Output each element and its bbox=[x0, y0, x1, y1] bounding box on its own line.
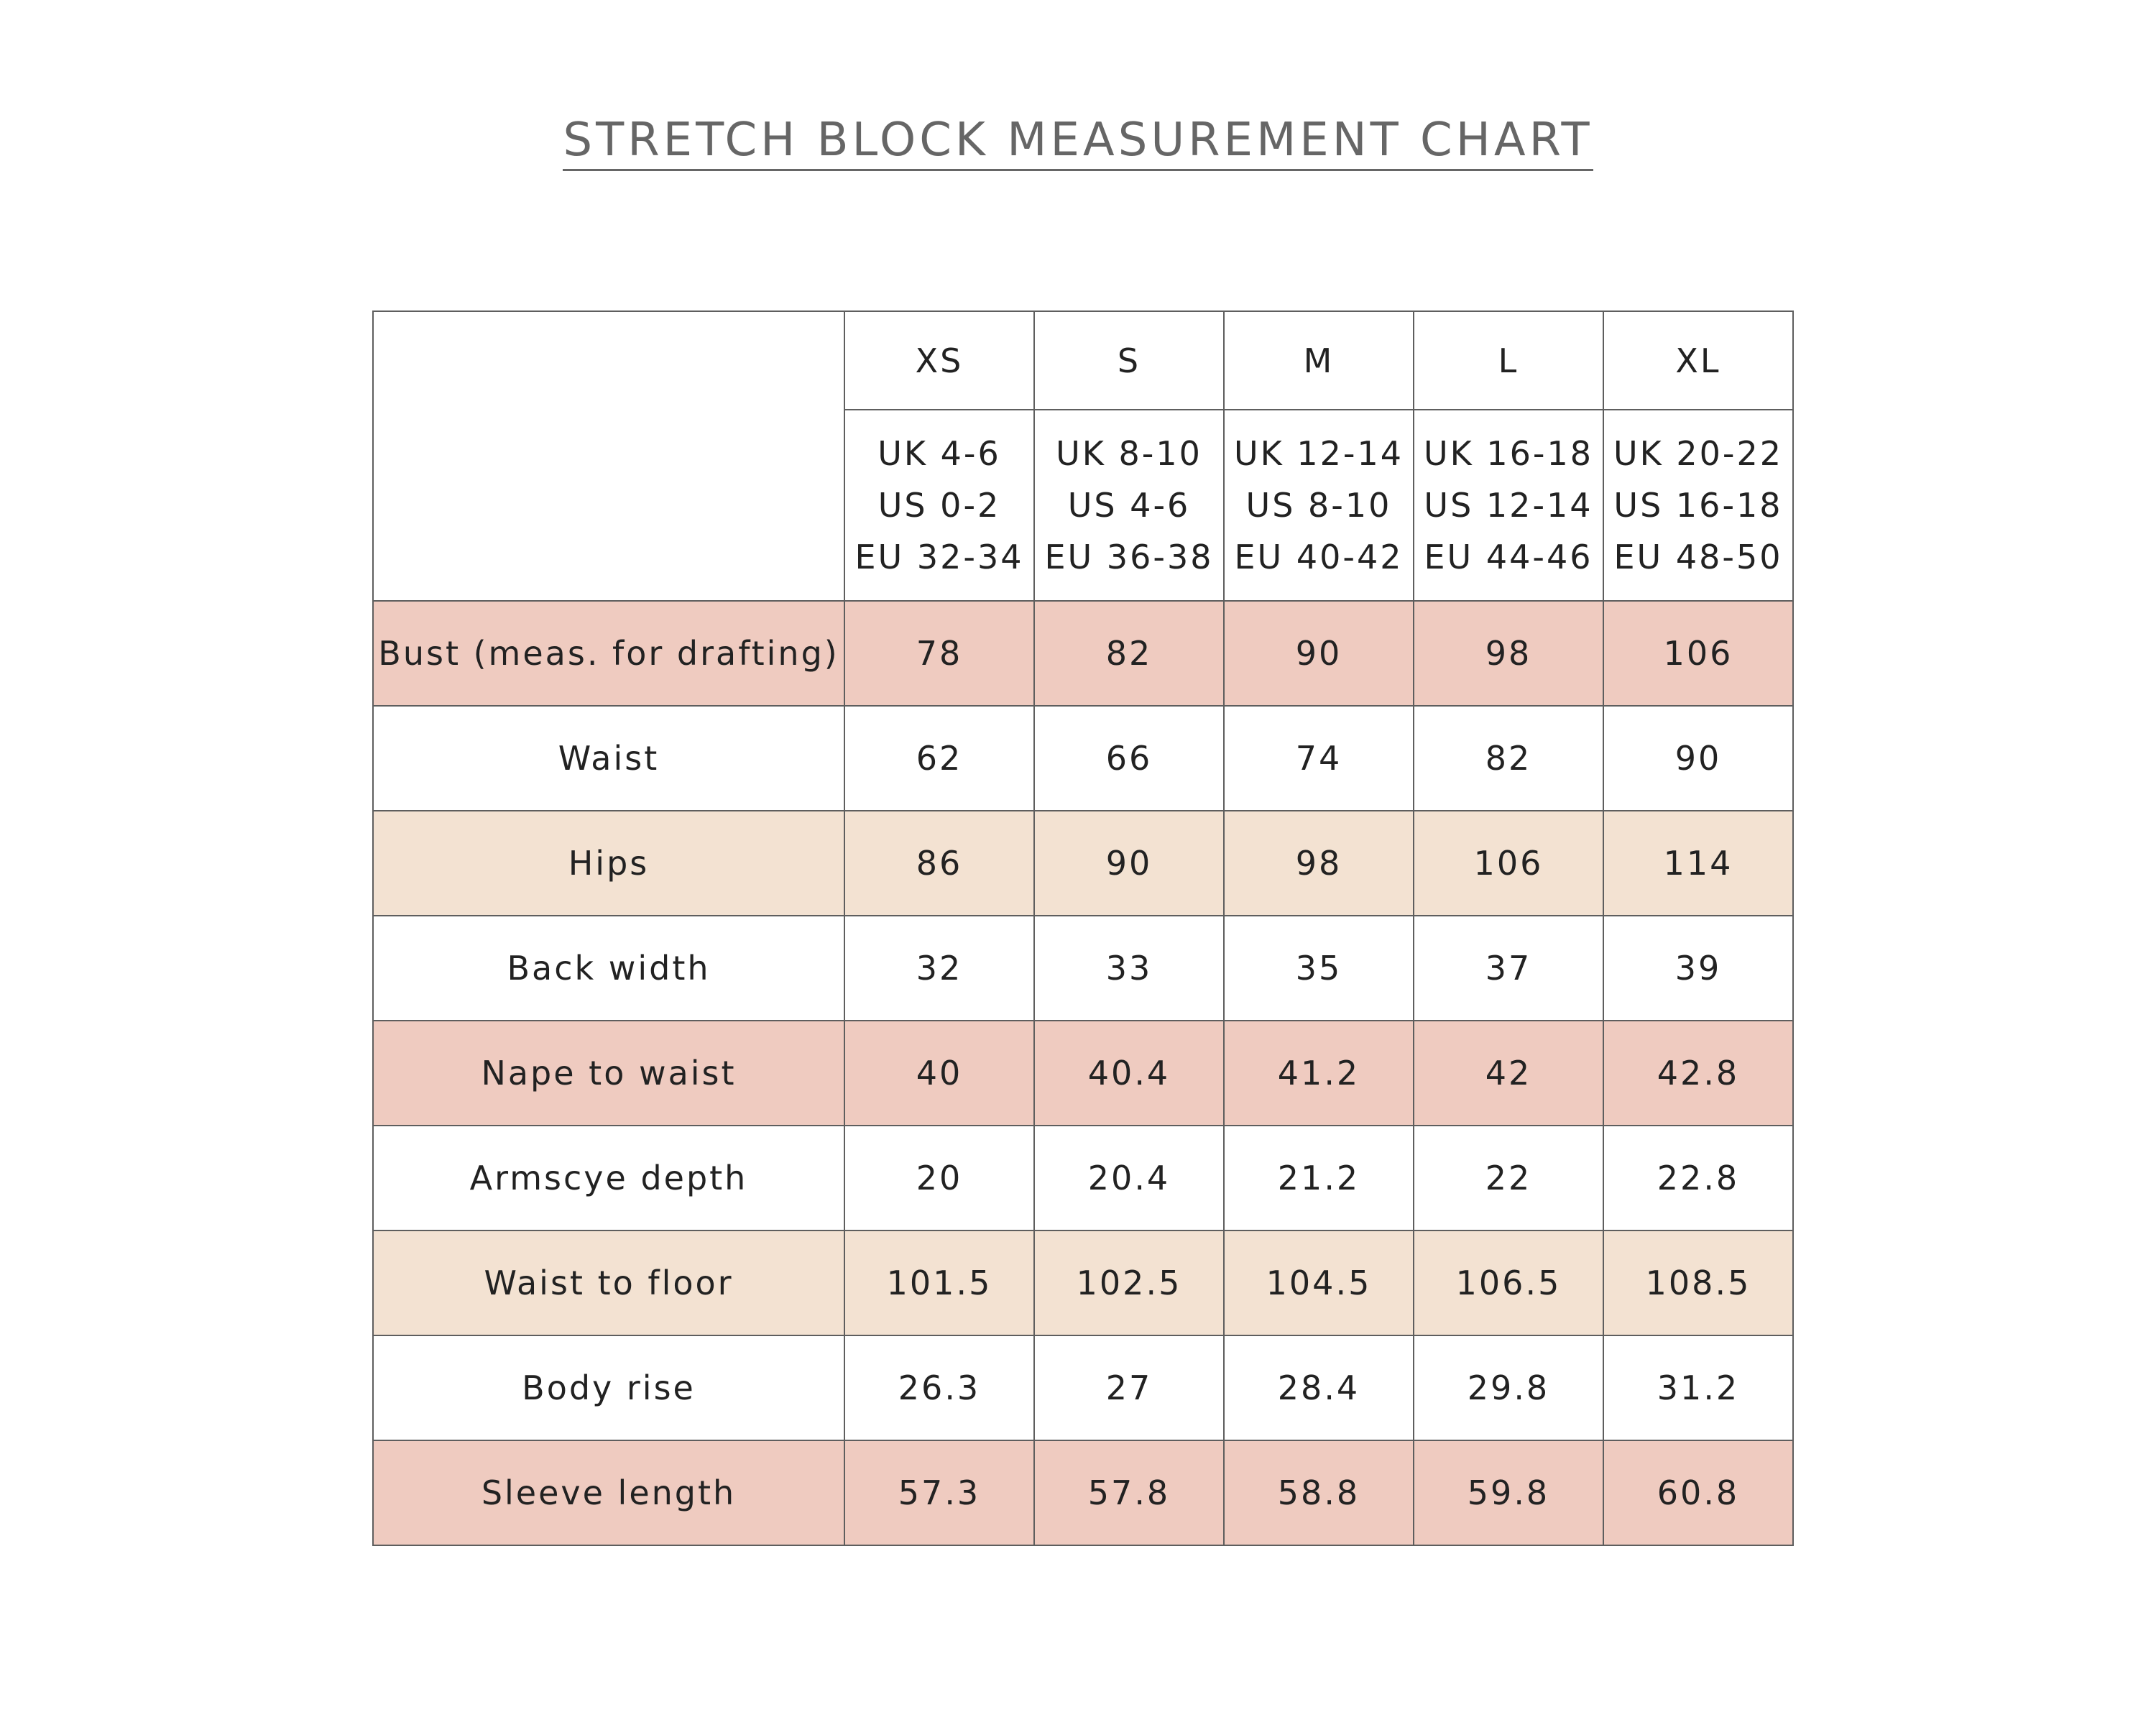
value-cell: 82 bbox=[1414, 706, 1603, 811]
table-row bbox=[373, 1335, 1793, 1440]
value-cell: 102.5 bbox=[1034, 1230, 1224, 1335]
value-cell: 66 bbox=[1034, 706, 1224, 811]
table-body bbox=[373, 601, 1793, 1545]
row-label: Sleeve length bbox=[373, 1440, 844, 1545]
value-cell: 22 bbox=[1414, 1126, 1603, 1230]
value-cell: 78 bbox=[844, 601, 1034, 706]
value-cell: 41.2 bbox=[1224, 1021, 1414, 1126]
value-cell: 106.5 bbox=[1414, 1230, 1603, 1335]
value-cell: 27 bbox=[1034, 1335, 1224, 1440]
page-title: STRETCH BLOCK MEASUREMENT CHART bbox=[563, 116, 1593, 171]
value-cell: 31.2 bbox=[1603, 1335, 1793, 1440]
size-letter-cell: M bbox=[1224, 311, 1414, 410]
table-row bbox=[373, 1440, 1793, 1545]
value-cell: 57.8 bbox=[1034, 1440, 1224, 1545]
value-cell: 21.2 bbox=[1224, 1126, 1414, 1230]
value-cell: 90 bbox=[1034, 811, 1224, 916]
value-cell: 28.4 bbox=[1224, 1335, 1414, 1440]
chart-title-wrapper bbox=[0, 114, 2156, 171]
table-row bbox=[373, 1021, 1793, 1126]
table-header bbox=[373, 311, 1793, 601]
value-cell: 22.8 bbox=[1603, 1126, 1793, 1230]
us-size: US 16-18 bbox=[1613, 486, 1783, 525]
eu-size: EU 44-46 bbox=[1424, 538, 1593, 576]
uk-size: UK 8-10 bbox=[1056, 434, 1202, 473]
value-cell: 98 bbox=[1224, 811, 1414, 916]
table-row bbox=[373, 916, 1793, 1021]
value-cell: 86 bbox=[844, 811, 1034, 916]
value-cell: 37 bbox=[1414, 916, 1603, 1021]
eu-size: EU 32-34 bbox=[854, 538, 1024, 576]
value-cell: 101.5 bbox=[844, 1230, 1034, 1335]
table-row bbox=[373, 1126, 1793, 1230]
size-codes-cell bbox=[1034, 410, 1224, 601]
size-letter-cell: S bbox=[1034, 311, 1224, 410]
value-cell: 62 bbox=[844, 706, 1034, 811]
size-codes-cell bbox=[1603, 410, 1793, 601]
value-cell: 42 bbox=[1414, 1021, 1603, 1126]
value-cell: 32 bbox=[844, 916, 1034, 1021]
value-cell: 40.4 bbox=[1034, 1021, 1224, 1126]
value-cell: 98 bbox=[1414, 601, 1603, 706]
size-codes-cell bbox=[1414, 410, 1603, 601]
row-label: Nape to waist bbox=[373, 1021, 844, 1126]
table-row bbox=[373, 1230, 1793, 1335]
measurement-table bbox=[372, 310, 1794, 1546]
value-cell: 20.4 bbox=[1034, 1126, 1224, 1230]
size-codes-cell bbox=[1224, 410, 1414, 601]
value-cell: 39 bbox=[1603, 916, 1793, 1021]
value-cell: 58.8 bbox=[1224, 1440, 1414, 1545]
eu-size: EU 36-38 bbox=[1044, 538, 1214, 576]
value-cell: 35 bbox=[1224, 916, 1414, 1021]
us-size: US 0-2 bbox=[877, 486, 1001, 525]
value-cell: 108.5 bbox=[1603, 1230, 1793, 1335]
uk-size: UK 16-18 bbox=[1423, 434, 1594, 473]
size-letter-cell: L bbox=[1414, 311, 1603, 410]
us-size: US 4-6 bbox=[1067, 486, 1191, 525]
value-cell: 60.8 bbox=[1603, 1440, 1793, 1545]
table-row bbox=[373, 706, 1793, 811]
value-cell: 59.8 bbox=[1414, 1440, 1603, 1545]
value-cell: 104.5 bbox=[1224, 1230, 1414, 1335]
table-row bbox=[373, 601, 1793, 706]
table-row bbox=[373, 811, 1793, 916]
row-label: Waist bbox=[373, 706, 844, 811]
value-cell: 20 bbox=[844, 1126, 1034, 1230]
size-letter-cell: XS bbox=[844, 311, 1034, 410]
row-label: Armscye depth bbox=[373, 1126, 844, 1230]
uk-size: UK 4-6 bbox=[877, 434, 1001, 473]
value-cell: 29.8 bbox=[1414, 1335, 1603, 1440]
row-label: Bust (meas. for drafting) bbox=[373, 601, 844, 706]
value-cell: 114 bbox=[1603, 811, 1793, 916]
value-cell: 82 bbox=[1034, 601, 1224, 706]
size-letter-row bbox=[373, 311, 1793, 410]
uk-size: UK 20-22 bbox=[1613, 434, 1784, 473]
us-size: US 8-10 bbox=[1245, 486, 1392, 525]
row-label: Hips bbox=[373, 811, 844, 916]
value-cell: 90 bbox=[1603, 706, 1793, 811]
uk-size: UK 12-14 bbox=[1233, 434, 1404, 473]
eu-size: EU 48-50 bbox=[1613, 538, 1783, 576]
value-cell: 106 bbox=[1414, 811, 1603, 916]
size-codes-cell bbox=[844, 410, 1034, 601]
value-cell: 26.3 bbox=[844, 1335, 1034, 1440]
row-label: Body rise bbox=[373, 1335, 844, 1440]
value-cell: 40 bbox=[844, 1021, 1034, 1126]
value-cell: 33 bbox=[1034, 916, 1224, 1021]
row-label: Waist to floor bbox=[373, 1230, 844, 1335]
value-cell: 90 bbox=[1224, 601, 1414, 706]
row-label: Back width bbox=[373, 916, 844, 1021]
value-cell: 57.3 bbox=[844, 1440, 1034, 1545]
header-corner-cell bbox=[373, 311, 844, 601]
size-letter-cell: XL bbox=[1603, 311, 1793, 410]
eu-size: EU 40-42 bbox=[1234, 538, 1404, 576]
value-cell: 106 bbox=[1603, 601, 1793, 706]
value-cell: 42.8 bbox=[1603, 1021, 1793, 1126]
us-size: US 12-14 bbox=[1424, 486, 1593, 525]
value-cell: 74 bbox=[1224, 706, 1414, 811]
